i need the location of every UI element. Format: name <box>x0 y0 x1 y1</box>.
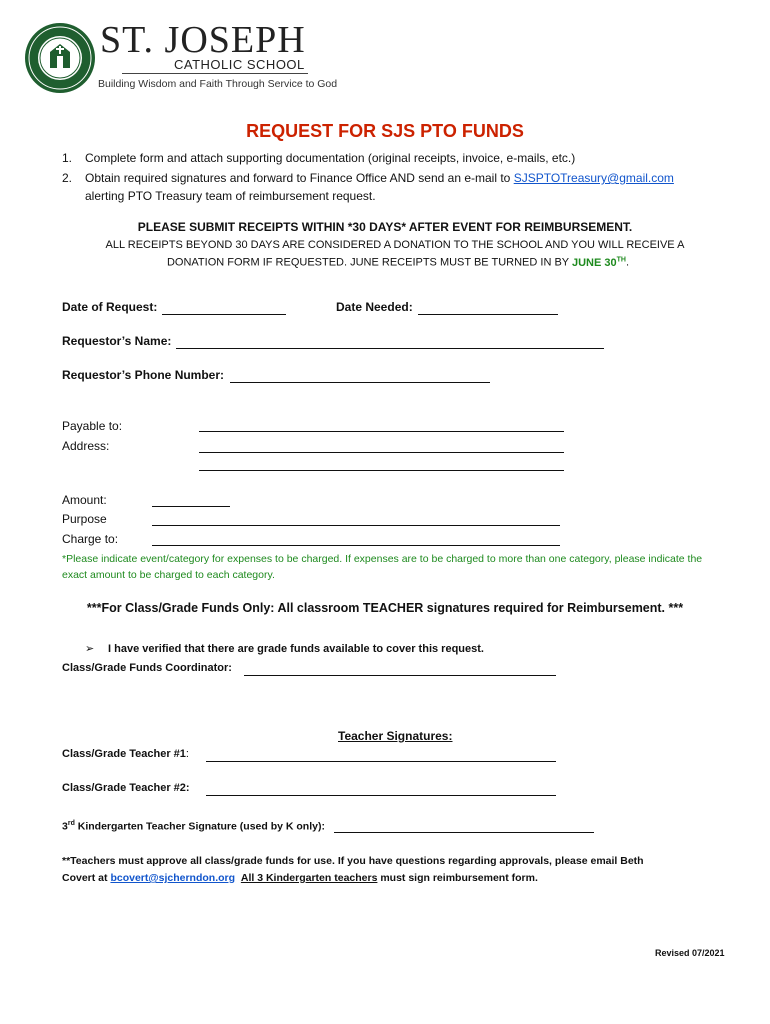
teacher-1-label <box>62 748 189 760</box>
requestor-name-label: Requestor’s Name: <box>62 334 172 348</box>
purpose-line[interactable] <box>152 514 560 526</box>
instruction-1-num: 1. <box>62 151 73 165</box>
june-deadline <box>572 257 626 269</box>
coordinator-label: Class/Grade Funds Coordinator: <box>62 662 232 674</box>
payable-to-label: Payable to: <box>62 419 123 433</box>
notice-line-2 <box>0 256 770 269</box>
teacher-1-colon: : <box>185 748 189 760</box>
must-sign: must sign reimbursement form. <box>380 872 538 884</box>
date-needed-label: Date Needed: <box>336 300 413 314</box>
bcovert-email-link[interactable]: bcovert@sjcherndon.org <box>110 872 236 884</box>
school-subtitle: CATHOLIC SCHOOL <box>174 57 305 72</box>
date-of-request-label: Date of Request: <box>62 300 158 314</box>
teacher-1-line[interactable] <box>206 750 556 762</box>
purpose-label: Purpose <box>62 512 107 526</box>
pto-treasury-email-link[interactable]: SJSPTOTreasury@gmail.com <box>513 171 674 185</box>
covert-at: Covert at <box>62 872 108 884</box>
amount-label: Amount: <box>62 493 107 507</box>
instruction-1-text: Complete form and attach supporting documentation (original receipts, invoice, e-mails, etc.) <box>85 151 576 165</box>
kindergarten-teacher-line[interactable] <box>334 821 594 833</box>
address-line-2[interactable] <box>199 459 564 471</box>
instruction-1 <box>62 151 72 165</box>
instruction-2-text-b: alerting PTO Treasury team of reimbursement request. <box>85 189 376 203</box>
requestor-phone-label: Requestor’s Phone Number: <box>62 368 225 382</box>
grade-funds-heading: ***For Class/Grade Funds Only: All classroom TEACHER signatures required for Reimbursement. *** <box>86 601 684 615</box>
kindergarten-teacher-label <box>62 820 325 833</box>
amount-line[interactable] <box>152 495 230 507</box>
k-num: 3 <box>62 820 68 833</box>
school-seal-icon <box>24 22 96 94</box>
grade-funds-verified: I have verified that there are grade funds available to cover this request. <box>108 643 484 655</box>
instruction-2-text <box>85 171 674 185</box>
k-label: Kindergarten Teacher Signature (used by K only): <box>77 820 325 833</box>
notice-line-1: ALL RECEIPTS BEYOND 30 DAYS ARE CONSIDERED A DONATION TO THE SCHOOL AND YOU WILL RECEIVE A <box>105 239 685 251</box>
teacher-2-label: Class/Grade Teacher #2: <box>62 782 190 794</box>
notice-line-2-text: DONATION FORM IF REQUESTED. JUNE RECEIPTS MUST BE TURNED IN BY <box>166 256 569 269</box>
address-line-1[interactable] <box>199 441 564 453</box>
instruction-2-text-a: Obtain required signatures and forward to Finance Office AND send an e-mail to <box>85 171 511 185</box>
date-needed-line[interactable] <box>418 303 558 315</box>
approval-note-line-2 <box>62 872 538 884</box>
k-sup: rd <box>67 820 75 827</box>
charge-to-label: Charge to: <box>62 532 119 546</box>
form-title: REQUEST FOR SJS PTO FUNDS <box>246 121 524 141</box>
school-tagline: Building Wisdom and Faith Through Service to God <box>98 78 338 90</box>
requestor-name-line[interactable] <box>176 337 604 349</box>
notice-period: . <box>625 256 630 269</box>
instruction-2-num: 2. <box>62 171 73 185</box>
charge-to-line[interactable] <box>152 534 560 546</box>
requestor-phone-line[interactable] <box>230 371 490 383</box>
coordinator-line[interactable] <box>244 664 556 676</box>
teacher-1-label-text: Class/Grade Teacher #1 <box>62 748 186 760</box>
school-name: ST. JOSEPH <box>100 19 306 61</box>
bullet-arrow-icon: ➢ <box>85 643 95 655</box>
june-deadline-text: JUNE 30 <box>571 256 617 269</box>
june-deadline-sup: TH <box>616 256 626 263</box>
revised-date: Revised 07/2021 <box>655 948 725 958</box>
teacher-2-line[interactable] <box>206 784 556 796</box>
header-rule <box>122 73 308 74</box>
payable-to-line[interactable] <box>199 420 564 432</box>
approval-note-line-1: **Teachers must approve all class/grade funds for use. If you have questions regarding approvals, please email Beth <box>62 855 644 867</box>
teacher-signatures-heading: Teacher Signatures: <box>338 729 453 743</box>
school-seal <box>24 22 96 94</box>
notice-heading: PLEASE SUBMIT RECEIPTS WITHIN *30 DAYS* AFTER EVENT FOR REIMBURSEMENT. <box>137 220 633 234</box>
all-3-kindergarten: All 3 Kindergarten teachers <box>240 872 378 884</box>
address-label: Address: <box>62 439 110 453</box>
category-note: *Please indicate event/category for expenses to be charged. If expenses are to be charged to more than one category, please indicate the exact amount to be charged to each category. <box>62 553 703 581</box>
date-of-request-line[interactable] <box>162 303 286 315</box>
